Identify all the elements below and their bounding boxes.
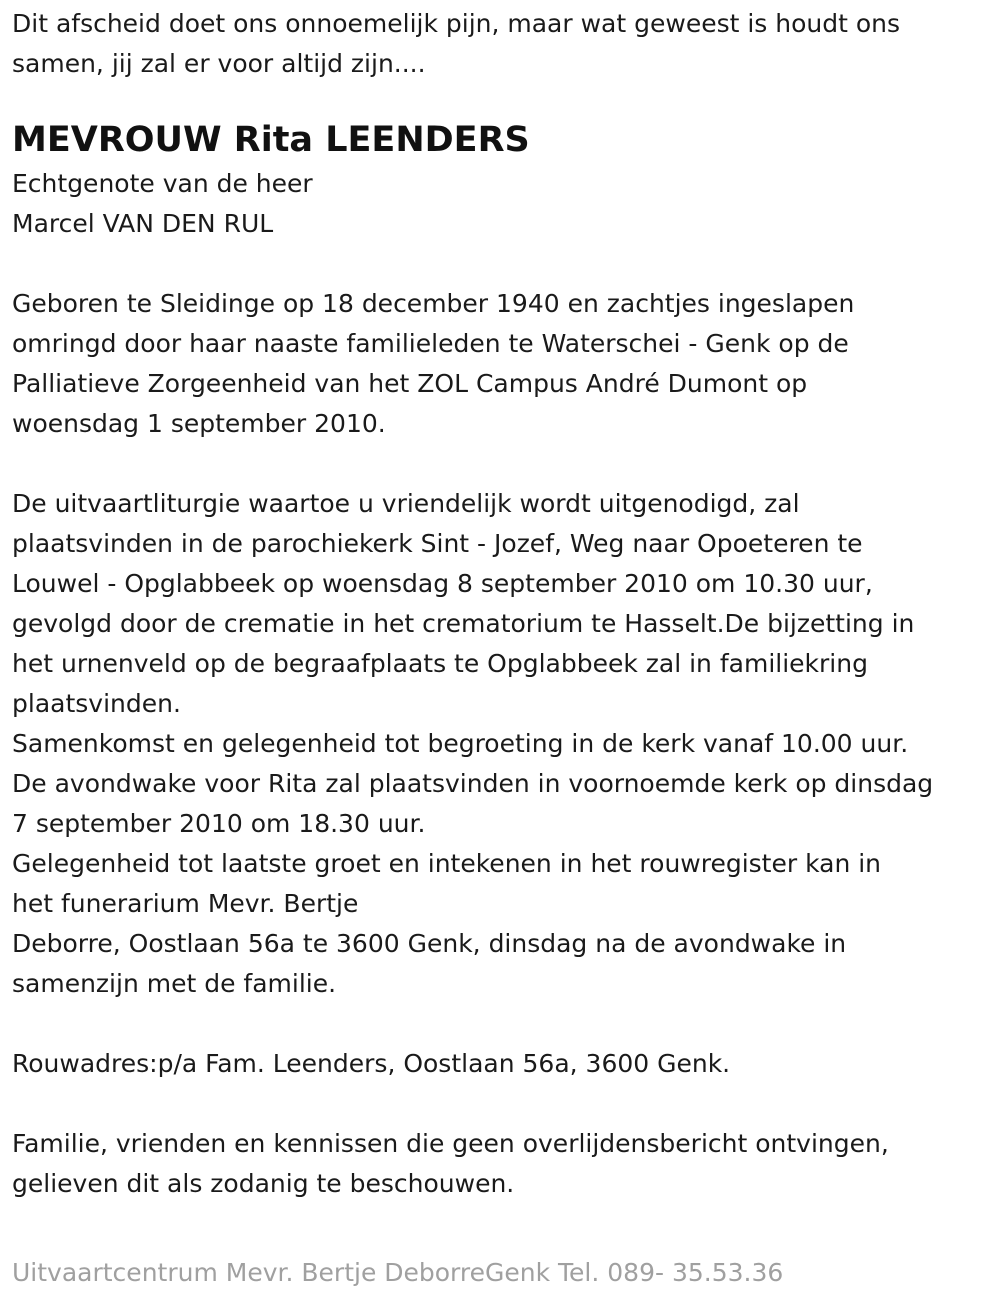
- funeral-line: samenzijn met de familie.: [12, 969, 337, 998]
- funeral-paragraph: [12, 484, 988, 1004]
- spacer: [12, 1084, 988, 1124]
- birth-death-line: omringd door haar naaste familieleden te Waterschei - Genk op de: [12, 329, 849, 358]
- closing-line: gelieven dit als zodanig te beschouwen.: [12, 1169, 515, 1198]
- funeral-line: plaatsvinden.: [12, 689, 181, 718]
- closing-paragraph: [12, 1124, 988, 1204]
- birth-death-line: woensdag 1 september 2010.: [12, 409, 386, 438]
- funeral-line: 7 september 2010 om 18.30 uur.: [12, 809, 426, 838]
- funeral-line: het funerarium Mevr. Bertje: [12, 889, 359, 918]
- funeral-line: het urnenveld op de begraafplaats te Opglabbeek zal in familiekring: [12, 649, 868, 678]
- birth-death-line: Geboren te Sleidinge op 18 december 1940 en zachtjes ingeslapen: [12, 289, 855, 318]
- funeral-line: De avondwake voor Rita zal plaatsvinden in voornoemde kerk op dinsdag: [12, 769, 934, 798]
- funeral-line: Samenkomst en gelegenheid tot begroeting in de kerk vanaf 10.00 uur.: [12, 729, 909, 758]
- intro-text: [12, 4, 988, 84]
- closing-line: Familie, vrienden en kennissen die geen overlijdensbericht ontvingen,: [12, 1129, 889, 1158]
- intro-line: Dit afscheid doet ons onnoemelijk pijn, maar wat geweest is houdt ons: [12, 9, 901, 38]
- funeral-line: gevolgd door de crematie in het crematorium te Hasselt.De bijzetting in: [12, 609, 915, 638]
- funeral-line: Louwel - Opglabbeek op woensdag 8 september 2010 om 10.30 uur,: [12, 569, 873, 598]
- funeral-line: Deborre, Oostlaan 56a te 3600 Genk, dinsdag na de avondwake in: [12, 929, 847, 958]
- funeral-home-footer: Uitvaartcentrum Mevr. Bertje DeborreGenk Tel. 089- 35.53.36: [12, 1258, 784, 1287]
- spouse-info: [12, 164, 988, 244]
- funeral-line: De uitvaartliturgie waartoe u vriendelijk wordt uitgenodigd, zal: [12, 489, 800, 518]
- deceased-name: MEVROUW Rita LEENDERS: [12, 120, 530, 160]
- funeral-line: Gelegenheid tot laatste groet en intekenen in het rouwregister kan in: [12, 849, 882, 878]
- funeral-line: plaatsvinden in de parochiekerk Sint - Jozef, Weg naar Opoeteren te: [12, 529, 863, 558]
- birth-death-line: Palliatieve Zorgeenheid van het ZOL Campus André Dumont op: [12, 369, 808, 398]
- spacer: [12, 1004, 988, 1044]
- spouse-line: Marcel VAN DEN RUL: [12, 209, 274, 238]
- spouse-line: Echtgenote van de heer: [12, 169, 313, 198]
- birth-death-paragraph: [12, 284, 988, 444]
- intro-line: samen, jij zal er voor altijd zijn....: [12, 49, 426, 78]
- mourning-address: Rouwadres:p/a Fam. Leenders, Oostlaan 56a, 3600 Genk.: [12, 1049, 731, 1078]
- spacer: [12, 444, 988, 484]
- spacer: [12, 244, 988, 284]
